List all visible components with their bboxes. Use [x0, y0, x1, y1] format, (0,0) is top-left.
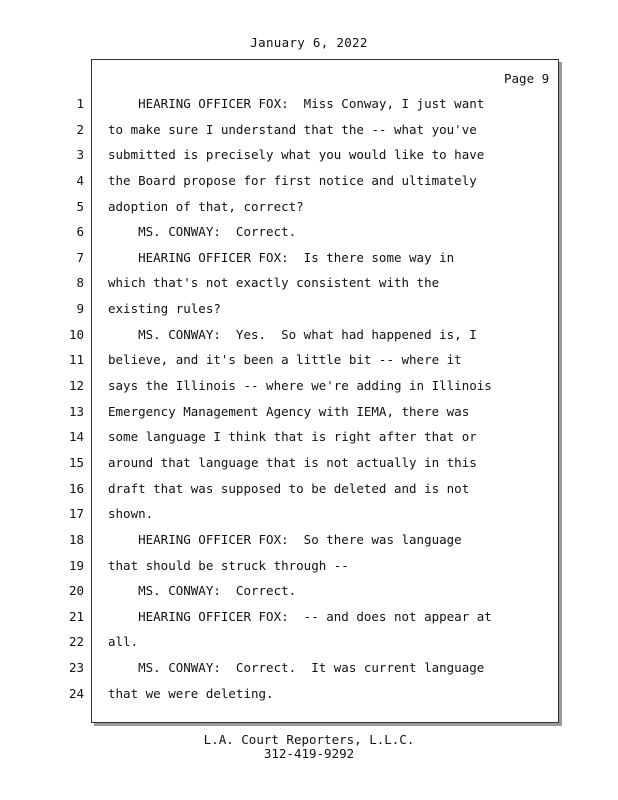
- transcript-line: believe, and it's been a little bit -- where it: [108, 352, 462, 368]
- line-number: 12: [68, 378, 84, 394]
- line-number: 10: [68, 326, 84, 342]
- line-number: 20: [68, 583, 84, 599]
- line-number: 14: [68, 429, 84, 445]
- line-number: 3: [76, 147, 84, 163]
- line-number: 23: [68, 660, 84, 676]
- transcript-line: MS. CONWAY: Correct.: [108, 583, 297, 599]
- transcript-line: Emergency Management Agency with IEMA, there was: [108, 403, 470, 419]
- line-number: 13: [68, 403, 84, 419]
- transcript-line: MS. CONWAY: Correct. It was current language: [108, 660, 485, 676]
- transcript-line: to make sure I understand that the -- what you've: [108, 121, 477, 137]
- line-number: 2: [76, 121, 84, 137]
- transcript-text: [108, 95, 548, 710]
- transcript-line: draft that was supposed to be deleted and is not: [108, 480, 470, 496]
- line-number: 22: [68, 634, 84, 650]
- header-date: January 6, 2022: [250, 35, 368, 50]
- transcript-line: HEARING OFFICER FOX: So there was language: [108, 531, 462, 547]
- transcript-line: all.: [108, 634, 139, 650]
- transcript-line: around that language that is not actually in this: [108, 454, 477, 470]
- transcript-line: MS. CONWAY: Yes. So what had happened is, I: [108, 326, 477, 342]
- line-number: 7: [76, 249, 84, 265]
- transcript-line: that we were deleting.: [108, 685, 274, 701]
- line-number: 1: [76, 96, 84, 111]
- line-number: 5: [76, 198, 84, 214]
- line-number: 18: [68, 531, 84, 547]
- line-number: 21: [68, 608, 84, 624]
- transcript-line: MS. CONWAY: Correct.: [108, 224, 297, 240]
- line-number: 15: [68, 454, 84, 470]
- page-number: Page 9: [504, 71, 550, 86]
- line-number: 8: [76, 275, 84, 291]
- footer-phone: 312-419-9292: [263, 746, 355, 761]
- transcript-line: adoption of that, correct?: [108, 198, 304, 214]
- transcript-line: HEARING OFFICER FOX: Is there some way in: [108, 249, 455, 265]
- footer-company: L.A. Court Reporters, L.L.C.: [203, 732, 415, 747]
- line-number: 19: [68, 557, 84, 573]
- line-number: 11: [68, 352, 84, 368]
- transcript-line: HEARING OFFICER FOX: Miss Conway, I just want: [108, 96, 485, 111]
- transcript-line: which that's not exactly consistent with the: [108, 275, 440, 291]
- transcript-line: HEARING OFFICER FOX: -- and does not appear at: [108, 608, 492, 624]
- transcript-line: existing rules?: [108, 301, 221, 317]
- line-number: 24: [68, 685, 84, 701]
- transcript-line: says the Illinois -- where we're adding in Illinois: [108, 378, 492, 394]
- transcript-line: submitted is precisely what you would like to have: [108, 147, 485, 163]
- line-number: 4: [76, 172, 84, 188]
- transcript-line: some language I think that is right after that or: [108, 429, 477, 445]
- line-number: 9: [76, 301, 84, 317]
- footer: [0, 733, 618, 761]
- line-number-column: [60, 95, 84, 710]
- transcript-line: the Board propose for first notice and ultimately: [108, 172, 477, 188]
- transcript-line: that should be struck through --: [108, 557, 349, 573]
- line-number: 16: [68, 480, 84, 496]
- transcript-line: shown.: [108, 506, 154, 522]
- line-number: 6: [76, 224, 84, 240]
- line-number: 17: [68, 506, 84, 522]
